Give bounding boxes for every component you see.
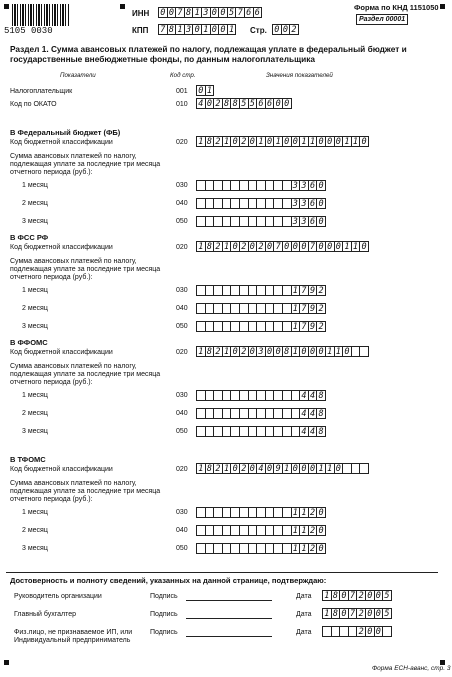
footer-row-1-date-cells[interactable] — [322, 608, 391, 619]
amount-cell[interactable]: 3 — [291, 198, 301, 209]
amount-cell[interactable]: 2 — [308, 525, 318, 536]
kbk-cell[interactable]: 0 — [248, 241, 258, 252]
date-cell[interactable]: 0 — [339, 608, 349, 619]
section-3-month-1-cells[interactable] — [196, 525, 325, 536]
kbk-cell[interactable]: 8 — [205, 463, 215, 474]
kbk-cell[interactable]: 1 — [196, 346, 206, 357]
footer-row-2-label: Физ.лицо, не признаваемое ИП, или Индивидуальный предприниматель — [14, 629, 133, 644]
section-3-sum-label: Сумма авансовых платежей по налогу, подлежащая уплате за последние три месяца отчетного периода (руб.): — [10, 480, 161, 503]
kbk-cell[interactable]: 0 — [265, 136, 275, 147]
kbk-cell[interactable]: 2 — [213, 463, 223, 474]
amount-cell[interactable]: 7 — [299, 321, 309, 332]
kbk-cell[interactable]: 1 — [351, 241, 361, 252]
amount-cell[interactable]: 6 — [308, 180, 318, 191]
kbk-cell[interactable]: 0 — [316, 241, 326, 252]
section-1-month-0-code: 030 — [176, 287, 188, 294]
kpp-cell[interactable]: 3 — [184, 24, 194, 35]
amount-cell[interactable]: 4 — [308, 390, 318, 401]
amount-cell[interactable]: 4 — [299, 426, 309, 437]
corner-marker-top-right — [440, 4, 445, 9]
amount-cell[interactable]: 2 — [316, 321, 326, 332]
inn-label: ИНН — [132, 9, 150, 18]
amount-cell[interactable]: 3 — [291, 180, 301, 191]
okato-cell[interactable]: 5 — [239, 98, 249, 109]
kbk-cell[interactable]: 1 — [325, 346, 335, 357]
footer-row-1-signature-line[interactable] — [186, 618, 272, 619]
inn-cell[interactable]: 6 — [244, 7, 254, 18]
amount-cell[interactable]: 8 — [316, 390, 326, 401]
section-0-kbk-cells[interactable] — [196, 136, 368, 147]
footer-row-0-label: Руководитель организации — [14, 593, 102, 600]
col-header-indicators: Показатели — [60, 72, 96, 79]
date-cell[interactable]: 5 — [382, 590, 392, 601]
amount-cell[interactable]: 1 — [291, 525, 301, 536]
amount-cell[interactable]: 4 — [308, 408, 318, 419]
amount-cell[interactable]: 0 — [316, 180, 326, 191]
kbk-cell[interactable]: 1 — [316, 463, 326, 474]
kbk-cell[interactable]: 1 — [351, 136, 361, 147]
page-number-cells — [272, 24, 298, 35]
barcode-number: 5105 0030 — [4, 26, 53, 36]
section-badge: Раздел 00001 — [356, 14, 408, 25]
kbk-cell[interactable]: 1 — [334, 346, 344, 357]
amount-cell[interactable]: 3 — [291, 216, 301, 227]
date-cell[interactable]: 0 — [374, 590, 384, 601]
okato-cell[interactable]: 4 — [196, 98, 206, 109]
okato-code: 010 — [176, 101, 188, 108]
kbk-cell[interactable]: 0 — [316, 136, 326, 147]
form-note: Форма ЕСН-аванс, стр. 3 — [372, 665, 451, 672]
kbk-cell[interactable]: 1 — [325, 463, 335, 474]
amount-cell[interactable]: 9 — [308, 303, 318, 314]
kbk-cell[interactable]: 0 — [265, 241, 275, 252]
inn-cell[interactable]: 0 — [210, 7, 220, 18]
amount-cell[interactable]: 4 — [299, 390, 309, 401]
amount-cell[interactable]: 0 — [316, 525, 326, 536]
footer-row-2-date-cells[interactable] — [322, 626, 391, 637]
date-cell[interactable]: 1 — [322, 608, 332, 619]
kpp-cell[interactable]: 1 — [227, 24, 237, 35]
okato-cell[interactable]: 2 — [213, 98, 223, 109]
date-cell[interactable]: 7 — [348, 608, 358, 619]
corner-marker-top-left — [4, 4, 9, 9]
kbk-cell[interactable]: 0 — [291, 136, 301, 147]
kbk-cell[interactable]: 1 — [342, 241, 352, 252]
section-2-month-0-cells[interactable] — [196, 390, 325, 401]
kbk-cell[interactable]: 1 — [282, 463, 292, 474]
kbk-cell[interactable]: 0 — [282, 136, 292, 147]
section-2-month-1-code: 040 — [176, 410, 188, 417]
inn-cell[interactable]: 0 — [218, 7, 228, 18]
amount-cell[interactable]: 9 — [308, 321, 318, 332]
kbk-cell[interactable]: 0 — [334, 241, 344, 252]
okato-cell[interactable]: 0 — [282, 98, 292, 109]
kpp-cell[interactable]: 0 — [192, 24, 202, 35]
inn-cell[interactable]: 7 — [235, 7, 245, 18]
page-cell[interactable]: 0 — [272, 24, 282, 35]
kbk-cell[interactable]: 2 — [239, 136, 249, 147]
corner-marker-top-center — [120, 4, 125, 9]
inn-cell[interactable]: 6 — [253, 7, 263, 18]
kbk-cell[interactable]: 0 — [248, 346, 258, 357]
kbk-cell[interactable]: 9 — [273, 463, 283, 474]
section-3-month-0-label: 1 месяц — [22, 509, 48, 516]
section-2-kbk-code: 020 — [176, 349, 188, 356]
section-2-month-0-label: 1 месяц — [22, 392, 48, 399]
page-cell[interactable]: 2 — [289, 24, 299, 35]
footer-row-0-signature-line[interactable] — [186, 600, 272, 601]
section-1-month-2-label: 3 месяц — [22, 323, 48, 330]
section-3-kbk-cells[interactable] — [196, 463, 368, 474]
amount-cell[interactable]: 3 — [299, 198, 309, 209]
kbk-cell[interactable]: 0 — [299, 463, 309, 474]
kbk-cell[interactable]: 0 — [230, 136, 240, 147]
amount-cell[interactable]: 2 — [316, 285, 326, 296]
kbk-cell[interactable]: 0 — [308, 463, 318, 474]
section-0-month-2-cells[interactable] — [196, 216, 325, 227]
kbk-cell[interactable]: 1 — [222, 463, 232, 474]
kbk-cell[interactable]: 2 — [239, 241, 249, 252]
inn-cell[interactable]: 1 — [192, 7, 202, 18]
taxpayer-cells[interactable] — [196, 85, 213, 96]
section-1-kbk-cells[interactable] — [196, 241, 368, 252]
date-cell[interactable]: 0 — [339, 590, 349, 601]
date-cell[interactable]: 2 — [356, 626, 366, 637]
kbk-cell[interactable]: 1 — [291, 346, 301, 357]
okato-cell[interactable]: 5 — [248, 98, 258, 109]
section-0-month-0-label: 1 месяц — [22, 182, 48, 189]
footer-divider — [6, 572, 438, 573]
amount-cell[interactable]: 1 — [291, 507, 301, 518]
kbk-cell[interactable]: 3 — [256, 346, 266, 357]
section-2-month-0-code: 030 — [176, 392, 188, 399]
kbk-cell[interactable]: 8 — [282, 346, 292, 357]
date-cell[interactable]: 1 — [322, 590, 332, 601]
amount-cell[interactable]: 1 — [299, 543, 309, 554]
date-cell[interactable]: 0 — [365, 608, 375, 619]
kbk-cell[interactable]: 1 — [222, 136, 232, 147]
okato-label: Код по ОКАТО — [10, 101, 57, 108]
kbk-cell[interactable]: 0 — [230, 346, 240, 357]
amount-cell[interactable]: 2 — [316, 303, 326, 314]
section-0-month-1-code: 040 — [176, 200, 188, 207]
kbk-cell[interactable]: 1 — [308, 136, 318, 147]
kbk-cell[interactable] — [359, 463, 369, 474]
section-0-month-0-code: 030 — [176, 182, 188, 189]
kbk-cell[interactable]: 4 — [256, 463, 266, 474]
section-0-month-1-cells[interactable] — [196, 198, 325, 209]
section-1-month-1-label: 2 месяц — [22, 305, 48, 312]
kbk-cell[interactable]: 8 — [205, 241, 215, 252]
section-1-month-1-code: 040 — [176, 305, 188, 312]
barcode — [12, 4, 70, 26]
section-1-sum-label: Сумма авансовых платежей по налогу, подлежащая уплате за последние три месяца отчетного периода (руб.): — [10, 258, 161, 281]
okato-cell[interactable]: 8 — [222, 98, 232, 109]
confirm-text: Достоверность и полноту сведений, указанных на данной странице, подтверждаю: — [10, 576, 327, 585]
page-label: Стр. — [250, 26, 267, 35]
kbk-cell[interactable]: 0 — [265, 463, 275, 474]
kbk-cell[interactable]: 8 — [205, 136, 215, 147]
date-cell[interactable]: 0 — [374, 626, 384, 637]
section-0-kbk-label: Код бюджетной классификации — [10, 139, 113, 146]
kpp-cell[interactable]: 7 — [158, 24, 168, 35]
kbk-cell[interactable]: 1 — [196, 463, 206, 474]
section-2-title: В ФФОМС — [10, 338, 48, 347]
section-3-month-2-cells[interactable] — [196, 543, 325, 554]
taxpayer-cell[interactable]: 1 — [205, 85, 215, 96]
amount-cell[interactable]: 2 — [308, 543, 318, 554]
kbk-cell[interactable]: 1 — [222, 241, 232, 252]
section-0-month-1-label: 2 месяц — [22, 200, 48, 207]
kpp-cells — [158, 24, 235, 35]
date-cell[interactable]: 8 — [331, 590, 341, 601]
kbk-cell[interactable]: 0 — [359, 136, 369, 147]
amount-cell[interactable]: 1 — [291, 321, 301, 332]
kbk-cell[interactable]: 2 — [239, 463, 249, 474]
footer-row-0-signature-label: Подпись — [150, 593, 178, 600]
kbk-cell[interactable]: 0 — [316, 346, 326, 357]
amount-cell[interactable]: 9 — [308, 285, 318, 296]
kpp-cell[interactable]: 1 — [175, 24, 185, 35]
section-0-kbk-code: 020 — [176, 139, 188, 146]
kbk-cell[interactable]: 0 — [334, 136, 344, 147]
okato-cell[interactable]: 0 — [273, 98, 283, 109]
kpp-cell[interactable]: 0 — [210, 24, 220, 35]
amount-cell[interactable]: 1 — [291, 285, 301, 296]
amount-cell[interactable]: 7 — [299, 285, 309, 296]
kpp-label: КПП — [132, 26, 149, 35]
kbk-cell[interactable]: 1 — [196, 136, 206, 147]
section-2-sum-label: Сумма авансовых платежей по налогу, подлежащая уплате за последние три месяца отчетного периода (руб.): — [10, 363, 161, 386]
section-1-kbk-code: 020 — [176, 244, 188, 251]
amount-cell[interactable]: 7 — [299, 303, 309, 314]
amount-cell[interactable]: 3 — [299, 180, 309, 191]
kbk-cell[interactable]: 2 — [256, 241, 266, 252]
amount-cell[interactable]: 3 — [299, 216, 309, 227]
inn-cell[interactable]: 5 — [227, 7, 237, 18]
kbk-cell[interactable]: 8 — [205, 346, 215, 357]
section-2-month-2-cells[interactable] — [196, 426, 325, 437]
kbk-cell[interactable]: 0 — [359, 241, 369, 252]
inn-cell[interactable]: 3 — [201, 7, 211, 18]
kbk-cell[interactable]: 0 — [265, 346, 275, 357]
col-header-code: Код стр. — [170, 72, 196, 79]
kbk-cell[interactable]: 0 — [308, 346, 318, 357]
section-2-month-1-cells[interactable] — [196, 408, 325, 419]
footer-row-1-date-label: Дата — [296, 611, 312, 618]
kbk-cell[interactable]: 0 — [273, 346, 283, 357]
section-3-month-0-code: 030 — [176, 509, 188, 516]
amount-cell[interactable]: 1 — [291, 543, 301, 554]
section-2-month-2-label: 3 месяц — [22, 428, 48, 435]
kbk-cell[interactable]: 0 — [299, 241, 309, 252]
page-cell[interactable]: 0 — [281, 24, 291, 35]
okato-cell[interactable]: 6 — [256, 98, 266, 109]
amount-cell[interactable]: 0 — [316, 198, 326, 209]
section-1-month-2-cells[interactable] — [196, 321, 325, 332]
section-3-month-0-cells[interactable] — [196, 507, 325, 518]
amount-cell[interactable]: 2 — [308, 507, 318, 518]
footer-row-2-date-label: Дата — [296, 629, 312, 636]
kbk-cell[interactable]: 1 — [196, 241, 206, 252]
kbk-cell[interactable]: 0 — [248, 463, 258, 474]
okato-cell[interactable]: 6 — [265, 98, 275, 109]
kbk-cell[interactable]: 2 — [213, 136, 223, 147]
section-3-kbk-code: 020 — [176, 466, 188, 473]
kbk-cell[interactable]: 0 — [291, 463, 301, 474]
section-0-title: В Федеральный бюджет (ФБ) — [10, 128, 121, 137]
kbk-cell[interactable]: 0 — [325, 241, 335, 252]
kbk-cell[interactable]: 2 — [213, 241, 223, 252]
section-2-month-1-label: 2 месяц — [22, 410, 48, 417]
section-3-month-1-code: 040 — [176, 527, 188, 534]
date-cell[interactable]: 2 — [356, 608, 366, 619]
section-3-month-2-code: 050 — [176, 545, 188, 552]
kbk-cell[interactable]: 0 — [248, 136, 258, 147]
section-0-month-0-cells[interactable] — [196, 180, 325, 191]
kbk-cell[interactable]: 0 — [299, 346, 309, 357]
kbk-cell[interactable]: 0 — [325, 136, 335, 147]
amount-cell[interactable]: 8 — [316, 408, 326, 419]
amount-cell[interactable]: 0 — [316, 216, 326, 227]
inn-cell[interactable]: 0 — [167, 7, 177, 18]
footer-row-0-date-label: Дата — [296, 593, 312, 600]
amount-cell[interactable]: 1 — [299, 507, 309, 518]
date-cell[interactable]: 0 — [365, 590, 375, 601]
section-1-month-2-code: 050 — [176, 323, 188, 330]
amount-cell[interactable]: 4 — [308, 426, 318, 437]
section-1-month-0-label: 1 месяц — [22, 287, 48, 294]
section-2-month-2-code: 050 — [176, 428, 188, 435]
okato-cell[interactable]: 0 — [205, 98, 215, 109]
kbk-cell[interactable]: 2 — [213, 346, 223, 357]
taxpayer-code: 001 — [176, 88, 188, 95]
amount-cell[interactable]: 0 — [316, 507, 326, 518]
okato-cell[interactable]: 8 — [230, 98, 240, 109]
date-cell[interactable]: 2 — [356, 590, 366, 601]
section-1-kbk-label: Код бюджетной классификации — [10, 244, 113, 251]
footer-row-2-signature-line[interactable] — [186, 636, 272, 637]
kbk-cell[interactable]: 1 — [342, 136, 352, 147]
kbk-cell[interactable]: 1 — [273, 136, 283, 147]
date-cell[interactable]: 0 — [365, 626, 375, 637]
okato-cells[interactable] — [196, 98, 291, 109]
footer-row-1-label: Главный бухгалтер — [14, 611, 76, 618]
amount-cell[interactable]: 0 — [316, 543, 326, 554]
amount-cell[interactable]: 6 — [308, 216, 318, 227]
section-3-month-1-label: 2 месяц — [22, 527, 48, 534]
amount-cell[interactable]: 8 — [316, 426, 326, 437]
kpp-cell[interactable]: 8 — [167, 24, 177, 35]
kbk-cell[interactable]: 2 — [239, 346, 249, 357]
col-header-values: Значения показателей — [266, 72, 333, 79]
kbk-cell[interactable]: 0 — [342, 346, 352, 357]
date-cell[interactable]: 8 — [331, 608, 341, 619]
section-0-month-2-code: 050 — [176, 218, 188, 225]
kbk-cell[interactable]: 0 — [291, 241, 301, 252]
date-cell[interactable]: 0 — [374, 608, 384, 619]
kbk-cell[interactable] — [359, 346, 369, 357]
inn-cell[interactable]: 0 — [158, 7, 168, 18]
kbk-cell[interactable]: 1 — [299, 136, 309, 147]
amount-cell[interactable]: 1 — [291, 303, 301, 314]
section-3-month-2-label: 3 месяц — [22, 545, 48, 552]
date-cell[interactable] — [382, 626, 392, 637]
footer-row-0-date-cells[interactable] — [322, 590, 391, 601]
inn-cells — [158, 7, 261, 18]
amount-cell[interactable]: 6 — [308, 198, 318, 209]
kbk-cell[interactable]: 7 — [308, 241, 318, 252]
taxpayer-cell[interactable]: 0 — [196, 85, 206, 96]
date-cell[interactable]: 5 — [382, 608, 392, 619]
kbk-cell[interactable]: 7 — [273, 241, 283, 252]
section-1-month-1-cells[interactable] — [196, 303, 325, 314]
date-cell[interactable]: 7 — [348, 590, 358, 601]
section-1-title: В ФСС РФ — [10, 233, 49, 242]
page-title: Раздел 1. Сумма авансовых платежей по налогу, подлежащая уплате в федеральный бюджет и государственные внебюджетные фонды, по данным налогоплательщика — [10, 44, 407, 64]
kbk-cell[interactable]: 1 — [222, 346, 232, 357]
section-2-kbk-cells[interactable] — [196, 346, 368, 357]
amount-cell[interactable]: 1 — [299, 525, 309, 536]
inn-cell[interactable]: 8 — [184, 7, 194, 18]
form-code: Форма по КНД 1151050 — [354, 3, 439, 12]
kpp-cell[interactable]: 0 — [218, 24, 228, 35]
inn-cell[interactable]: 7 — [175, 7, 185, 18]
kbk-cell[interactable]: 1 — [256, 136, 266, 147]
section-1-month-0-cells[interactable] — [196, 285, 325, 296]
section-3-kbk-label: Код бюджетной классификации — [10, 466, 113, 473]
footer-row-2-signature-label: Подпись — [150, 629, 178, 636]
kbk-cell[interactable]: 0 — [282, 241, 292, 252]
taxpayer-label: Налогоплательщик — [10, 88, 73, 95]
kbk-cell[interactable]: 0 — [230, 241, 240, 252]
section-0-month-2-label: 3 месяц — [22, 218, 48, 225]
corner-marker-bottom-left — [4, 660, 9, 665]
kbk-cell[interactable]: 0 — [334, 463, 344, 474]
kpp-cell[interactable]: 1 — [201, 24, 211, 35]
footer-row-1-signature-label: Подпись — [150, 611, 178, 618]
kbk-cell[interactable]: 0 — [230, 463, 240, 474]
section-0-sum-label: Сумма авансовых платежей по налогу, подлежащая уплате за последние три месяца отчетного периода (руб.): — [10, 153, 161, 176]
amount-cell[interactable]: 4 — [299, 408, 309, 419]
section-2-kbk-label: Код бюджетной классификации — [10, 349, 113, 356]
section-3-title: В ТФОМС — [10, 455, 46, 464]
